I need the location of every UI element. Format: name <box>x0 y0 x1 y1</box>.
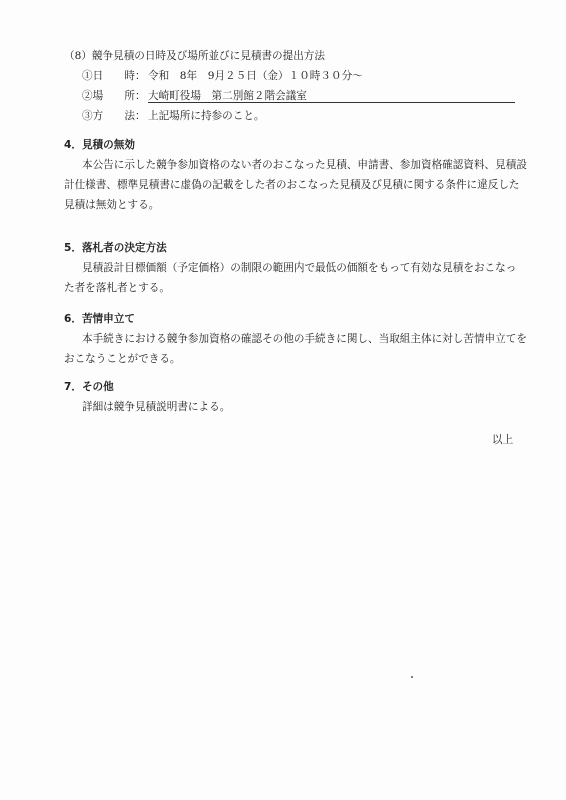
place-label: ②場 所： <box>82 90 146 102</box>
section6-heading: 6．苦情申立て <box>64 313 135 325</box>
section6-line-2: おこなうことができる。 <box>64 353 181 365</box>
section5-line-2: た者を落札者とする。 <box>64 282 170 294</box>
closing-text: 以上 <box>492 434 514 446</box>
section4-line-2: 計仕様書、標準見積書に虚偽の記載をした者のおこなった見積及び見積に関する条件に違反した <box>64 179 520 191</box>
section8-heading: （8）競争見積の日時及び場所並びに見積書の提出方法 <box>64 50 325 62</box>
scan-speck <box>411 676 413 678</box>
section4-line-3: 見積は無効とする。 <box>64 199 160 211</box>
section5-line-1: 見積設計目標価額（予定価格）の制限の範囲内で最低の価額をもって有効な見積をおこなっ <box>82 262 517 274</box>
section7-line-1: 詳細は競争見積説明書による。 <box>82 401 231 413</box>
section4-line-1: 本公告に示した競争参加資格のない者のおこなった見積、申請書、参加資格確認資料、見積設 <box>82 159 527 171</box>
method-label: ③方 法： <box>82 110 146 122</box>
place-underline <box>148 102 515 103</box>
section4-heading: 4．見積の無効 <box>64 139 135 151</box>
date-value: 令和 8年 9月２５日（金）１０時３０分～ <box>148 70 363 82</box>
method-value: 上記場所に持参のこと。 <box>148 110 265 122</box>
date-label: ①日 時： <box>82 70 146 82</box>
section6-line-1: 本手続きにおける競争参加資格の確認その他の手続きに関し、当取組主体に対し苦情申立てを <box>82 333 527 345</box>
section5-heading: 5．落札者の決定方法 <box>64 242 167 254</box>
section7-heading: 7．その他 <box>64 381 114 393</box>
place-value: 大崎町役場 第二別館２階会議室 <box>148 90 307 102</box>
